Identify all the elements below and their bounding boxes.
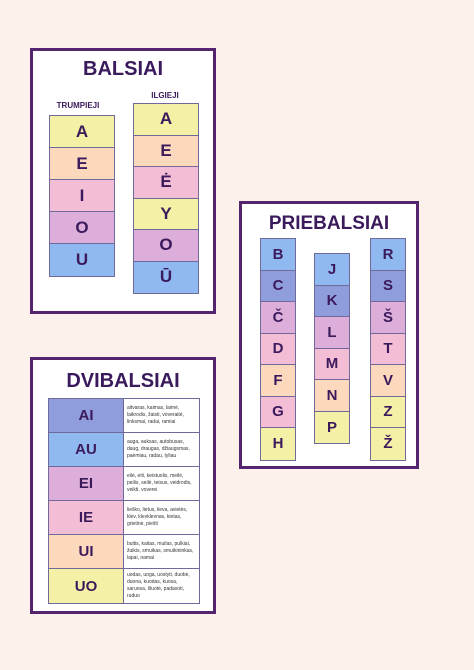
dvibalsiai-row [49,569,199,603]
letter-cell: Ė [134,167,198,199]
diphthong-label: UI [49,535,124,568]
letter-cell: O [50,212,114,244]
priebalsiai-column-3 [370,238,406,461]
example-words: lieško, lietus, lieva, avietės, klev, klevklevnas, kietas, grietinė, piešti [127,507,188,527]
dvibalsiai-row [49,501,199,535]
example-words: auga, auksas, autobusas, daug, draugas, džiaugsmas, paėmiau, radau, tyliau [127,439,190,459]
dvibalsiai-row [49,535,199,569]
priebalsiai-column-2 [314,253,350,444]
balsiai-title: BALSIAI [83,58,163,80]
letter-cell: B [261,239,295,271]
diphthong-label: AU [49,433,124,466]
dvibalsiai-row [49,467,199,501]
letter-cell: I [50,180,114,212]
letter-cell: G [261,397,295,429]
letter-cell: F [261,365,295,397]
diphthong-label: AI [49,399,124,432]
letter-cell: T [371,334,405,366]
example-words: eilė, eiti, keistuolis, meilė, peilis, seilė, teisus, veidrodis, veikti, voverei [127,473,192,493]
balsiai-card [30,48,216,314]
letter-cell: U [50,244,114,276]
letter-cell: V [371,365,405,397]
trumpieji-column [49,115,115,277]
letter-cell: P [315,412,349,444]
letter-cell: E [134,136,198,168]
letter-cell: K [315,286,349,318]
letter-cell: H [261,428,295,460]
diphthong-label: UO [49,569,124,603]
ilgieji-column [133,103,199,294]
dvibalsiai-row [49,433,199,467]
letter-cell: Š [371,302,405,334]
letter-cell: Č [261,302,295,334]
letter-cell: M [315,349,349,381]
letter-cell: A [50,116,114,148]
letter-cell: J [315,254,349,286]
priebalsiai-column-1 [260,238,296,461]
letter-cell: N [315,380,349,412]
dvibalsiai-table [48,398,200,604]
example-words: aitvaras, kaimas, laimė, laikrodis, žaisti, voveraitė, linksmai, radai, ramiai [127,405,184,425]
ilgieji-label: ILGIEJI [151,91,179,100]
letter-cell: D [261,334,295,366]
dvibalsiai-title: DVIBALSIAI [66,370,180,392]
letter-cell: Ž [371,428,405,460]
letter-cell: R [371,239,405,271]
priebalsiai-title: PRIEBALSIAI [268,213,390,234]
letter-cell: O [134,230,198,262]
priebalsiai-card [239,201,419,469]
letter-cell: Z [371,397,405,429]
trumpieji-label: TRUMPIEJI [56,101,100,110]
example-words: uodas, uoga, uostyti, duobė, duona, kuodas, kuosa, saruosa, šluotė, padavoti, ruduo [127,572,190,599]
example-words: buitis, kaitas, muilas, pulkiai, žuikis, smuikas, smuikininkas, lapai, namai [127,541,194,561]
dvibalsiai-row [49,399,199,433]
letter-cell: L [315,317,349,349]
letter-cell: E [50,148,114,180]
letter-cell: Y [134,199,198,231]
letter-cell: A [134,104,198,136]
diphthong-label: EI [49,467,124,500]
letter-cell: S [371,271,405,303]
letter-cell: Ū [134,262,198,294]
diphthong-label: IE [49,501,124,534]
letter-cell: C [261,271,295,303]
